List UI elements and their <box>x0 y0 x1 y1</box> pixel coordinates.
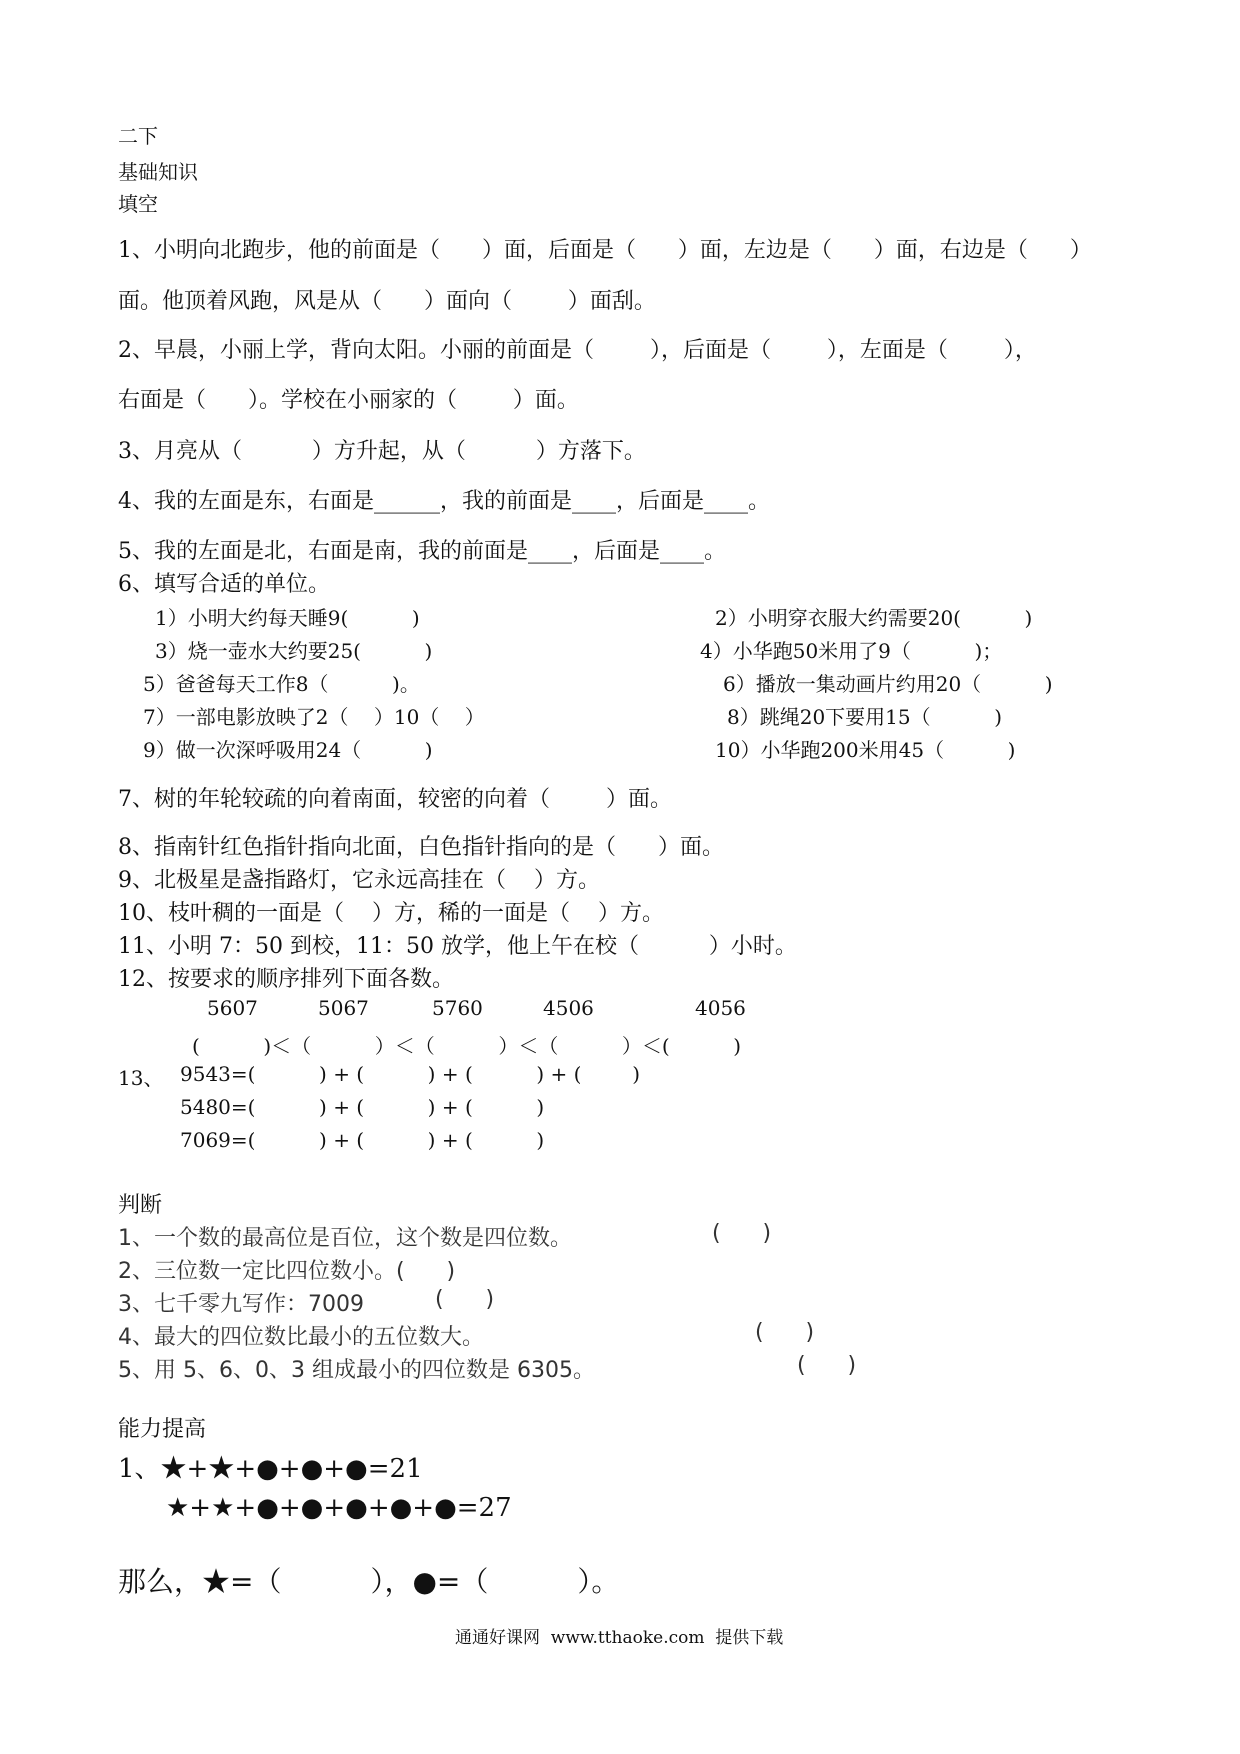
judge-item-3: 3、七千零九写作：7009 <box>118 1292 364 1317</box>
judge-item-5: 5、用 5、6、0、3 组成最小的四位数是 6305。 <box>118 1358 595 1383</box>
question-1-line-1: 1、小明向北跑步，他的前面是（ ）面，后面是（ ）面，左边是（ ）面，右边是（ ） <box>118 238 1092 263</box>
judge-blank-1: ( ) <box>712 1221 772 1246</box>
subsection-title: 填空 <box>118 192 158 216</box>
grade-label: 二下 <box>118 124 158 148</box>
judge-item-2: 2、三位数一定比四位数小。( ) <box>118 1259 456 1284</box>
unit-item-2: 2）小明穿衣服大约需要20( ) <box>715 606 1033 630</box>
question-2-line-2: 右面是（ ）。学校在小丽家的（ ）面。 <box>118 388 579 413</box>
advanced-equation-2: ★+★+●+●+●+●+●=27 <box>166 1493 512 1523</box>
q12-number-4: 4506 <box>543 996 594 1020</box>
question-3: 3、月亮从（ ）方升起，从（ ）方落下。 <box>118 439 646 464</box>
question-9: 9、北极星是盏指路灯，它永远高挂在（ ）方。 <box>118 868 600 893</box>
judge-blank-3: ( ) <box>435 1287 495 1312</box>
advanced-answer: 那么，★=（ ），●=（ ）。 <box>118 1565 620 1598</box>
question-12: 12、按要求的顺序排列下面各数。 <box>118 967 454 992</box>
question-4: 4、我的左面是东，右面是______，我的前面是____，后面是____。 <box>118 489 770 514</box>
section-title: 基础知识 <box>118 160 198 184</box>
question-13-label: 13、 <box>118 1066 164 1090</box>
judge-item-4: 4、最大的四位数比最小的五位数大。 <box>118 1325 484 1350</box>
unit-item-7: 7）一部电影放映了2（ ）10（ ） <box>143 705 485 729</box>
question-7: 7、树的年轮较疏的向着南面，较密的向着（ ）面。 <box>118 787 672 812</box>
q12-order-row: ( )＜（ ）＜（ ）＜（ ）＜( ) <box>192 1034 742 1058</box>
question-8: 8、指南针红色指针指向北面，白色指针指向的是（ ）面。 <box>118 835 724 860</box>
judge-item-1: 1、一个数的最高位是百位，这个数是四位数。 <box>118 1226 572 1251</box>
advanced-equation-1: 1、★+★+●+●+●=21 <box>118 1454 423 1484</box>
question-1-line-2: 面。他顶着风跑，风是从（ ）面向（ ）面刮。 <box>118 289 656 314</box>
question-6: 6、填写合适的单位。 <box>118 572 330 597</box>
unit-item-5: 5）爸爸每天工作8（ )。 <box>143 672 420 696</box>
unit-item-8: 8）跳绳20下要用15（ ) <box>727 705 1002 729</box>
question-10: 10、枝叶稠的一面是（ ）方，稀的一面是（ ）方。 <box>118 901 664 926</box>
q12-number-1: 5607 <box>207 996 258 1020</box>
unit-item-6: 6）播放一集动画片约用20（ ) <box>723 672 1053 696</box>
judge-blank-5: ( ) <box>797 1353 857 1378</box>
question-5: 5、我的左面是北，右面是南，我的前面是____，后面是____。 <box>118 539 726 564</box>
q12-number-2: 5067 <box>318 996 369 1020</box>
judge-title: 判断 <box>118 1193 163 1218</box>
unit-item-10: 10）小华跑200米用45（ ) <box>715 738 1016 762</box>
q13-line-2: 5480=( ) + ( ) + ( ) <box>180 1095 545 1119</box>
advanced-title: 能力提高 <box>118 1417 207 1442</box>
footer-credit: 通通好课网 www.tthaoke.com 提供下载 <box>455 1628 784 1648</box>
q13-line-3: 7069=( ) + ( ) + ( ) <box>180 1128 545 1152</box>
unit-item-9: 9）做一次深呼吸用24（ ) <box>143 738 433 762</box>
q12-number-5: 4056 <box>695 996 746 1020</box>
question-2-line-1: 2、早晨，小丽上学，背向太阳。小丽的前面是（ ），后面是（ ），左面是（ ）， <box>118 338 1037 363</box>
unit-item-3: 3）烧一壶水大约要25( ) <box>155 639 433 663</box>
question-11: 11、小明 7：50 到校，11：50 放学，他上午在校（ ）小时。 <box>118 934 797 959</box>
unit-item-1: 1）小明大约每天睡9( ) <box>155 606 420 630</box>
q12-number-3: 5760 <box>432 996 483 1020</box>
q13-line-1: 9543=( ) + ( ) + ( ) + ( ) <box>180 1062 641 1086</box>
unit-item-4: 4）小华跑50米用了9（ )； <box>700 639 1003 663</box>
judge-blank-4: ( ) <box>755 1320 815 1345</box>
